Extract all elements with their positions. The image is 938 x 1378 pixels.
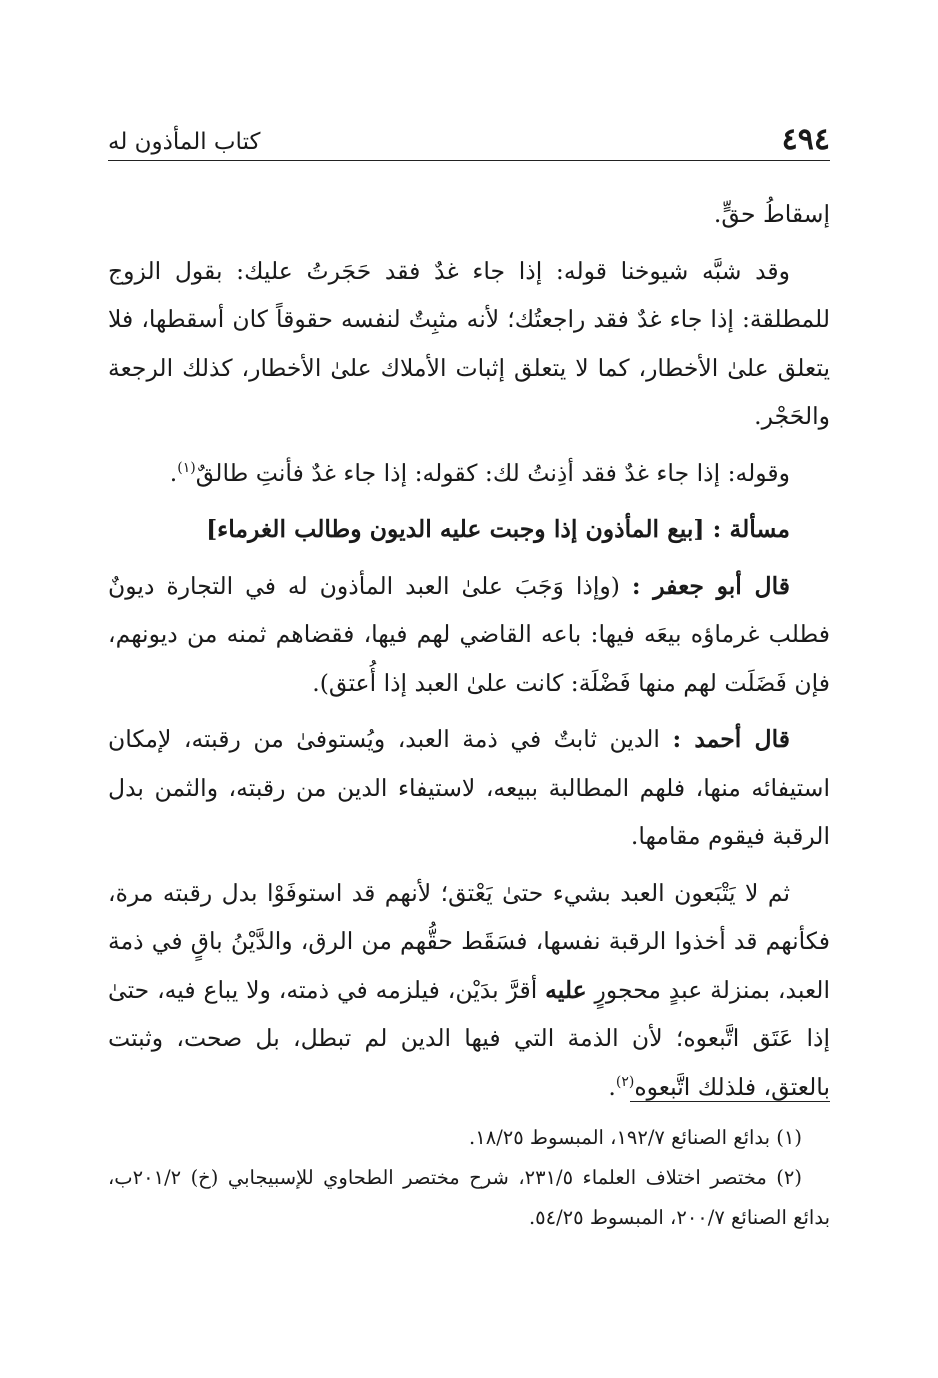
masala-label: مسألة :	[712, 515, 790, 543]
period: .	[608, 1072, 616, 1101]
footnote-ref-2[interactable]: (٢)	[615, 1073, 635, 1090]
running-title: كتاب المأذون له	[108, 129, 261, 155]
paragraph-text: وقوله: إذا جاء غدٌ فقد أذِنتُ لك: كقوله: إذا جاء غدٌ فأنتِ طالقٌ	[195, 458, 790, 487]
paragraph-permission	[108, 449, 830, 498]
page-header	[108, 118, 830, 161]
period: .	[169, 458, 178, 487]
paragraph-text: (وإذا وَجَبَ علىٰ العبد المأذون له في التجارة ديونٌ فطلب غرماؤه بيعَه فيها: باعه القاضي لهم فيها، فقضاهم ثمنه من ديونهم، فإن فَضَلَت لهم منها فَضْلَة: كانت علىٰ العبد إذا أُعتق).	[108, 571, 830, 697]
paragraph-debt	[108, 869, 830, 1112]
paragraph-text: وقد شبَّه شيوخنا قوله: إذا جاء غدٌ فقد حَجَرتُ عليك: بقول الزوج للمطلقة: إذا جاء غدٌ فقد راجعتُك؛ لأنه مثبِتٌ لنفسه حقوقاً كان أسقطها، فلا يتعلق علىٰ الأخطار، كما لا يتعلق إثبات الأملاك علىٰ الأخطار، كذلك الرجعة والحَجْر.	[108, 256, 830, 430]
masala-title: [بيع المأذون إذا وجبت عليه الديون وطالب الغرماء]	[206, 515, 705, 543]
bold-word: عليه	[545, 975, 587, 1004]
footnote-divider	[630, 1101, 830, 1102]
footnote-2: (٢) مختصر اختلاف العلماء ٢٣١/٥، شرح مختصر الطحاوي للإسبيجابي (خ) ٢٠١/٢ب، بدائع الصنائع ٢٠٠/٧، المبسوط ٥٤/٢٥.	[108, 1166, 830, 1229]
masala-heading	[108, 505, 830, 554]
footnotes	[108, 1118, 830, 1238]
footnote-1: (١) بدائع الصنائع ١٩٢/٧، المبسوط ١٨/٢٥.	[469, 1126, 802, 1149]
page-body	[108, 190, 830, 1119]
paragraph-ahmad	[108, 715, 830, 861]
footnote-ref-1[interactable]: (١)	[177, 459, 196, 476]
paragraph-continuation	[108, 190, 830, 239]
paragraph-text: الدين ثابتٌ في ذمة العبد، ويُستوفىٰ من رقبته، لإمكان استيفائه منها، فلهم المطالبة ببيعه، لاستيفاء الدين من رقبته، والثمن بدل الرقبة فيقوم مقامها.	[108, 725, 830, 850]
paragraph-text: إسقاطُ حقٍّ.	[713, 200, 830, 228]
paragraph-abu-jafar	[108, 562, 830, 708]
paragraph-comparison	[108, 247, 830, 441]
paragraph-text: أقرَّ بدَيْن، فيلزمه في ذمته، ولا يباع فيه، حتىٰ إذا عَتَق اتَّبعوه؛ لأن الذمة التي فيها الدين لم تبطل، بل صحت، وثبتت بالعتق، فلذلك اتَّبعوه	[108, 975, 830, 1101]
paragraph-text: ثم لا يَتْبَعون العبد بشيء حتىٰ يَعْتق؛ لأنهم قد استوفَوْا بدل رقبته مرة، فكأنهم قد أخذوا الرقبة نفسها، فسَقَط حقُّهم من الرق، والدَّيْنُ باقٍ في ذمة العبد، بمنزلة عبدٍ محجورٍ	[108, 878, 830, 1004]
speaker-label-ahmad: قال أحمد :	[672, 725, 790, 753]
speaker-label-abu-jafar: قال أبو جعفر :	[631, 571, 790, 600]
page-number: ٤٩٤	[781, 122, 830, 157]
